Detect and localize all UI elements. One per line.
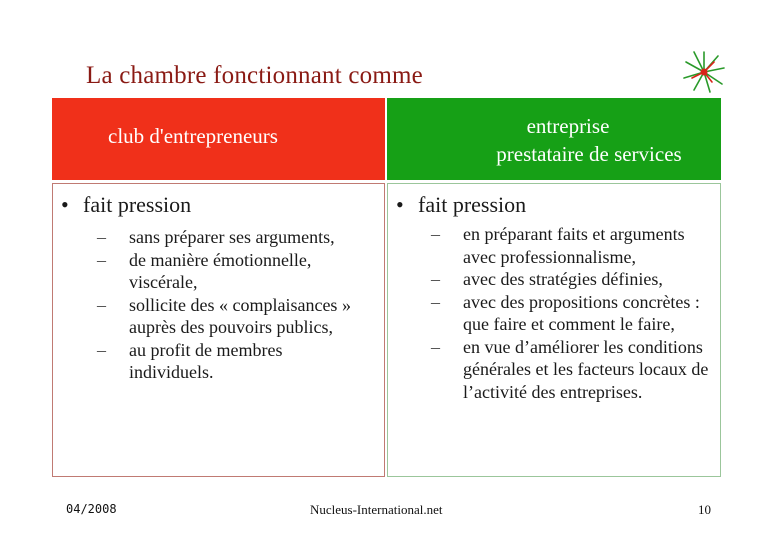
list-item-text: en vue d’améliorer les conditions générales et les facteurs locaux de l’activité des entreprises. (463, 336, 709, 402)
list-item-text: sans préparer ses arguments, (129, 227, 335, 247)
dash-icon: – (431, 336, 440, 357)
page-number: 10 (698, 502, 711, 517)
main-bullet (61, 192, 191, 218)
dash-icon: – (97, 227, 106, 247)
list-item (431, 291, 715, 336)
list-item-text: sollicite des « complaisances » auprès des pouvoirs publics, (129, 294, 351, 337)
list-item (431, 336, 715, 404)
dash-icon: – (431, 224, 440, 244)
service-provider-content (387, 183, 721, 477)
list-item-text: avec des propositions concrètes : que faire et comment le faire, (463, 291, 700, 334)
list-item-text: en préparant faits et arguments avec professionnalisme, (463, 224, 685, 267)
main-bullet-text: fait pression (418, 192, 527, 217)
list-item-text: de manière émotionnelle, viscérale, (129, 249, 312, 292)
list-item-text: avec des stratégies définies, (463, 269, 663, 289)
dash-icon: – (97, 339, 106, 360)
list-item (97, 226, 367, 249)
main-bullet (396, 192, 526, 218)
list-item (97, 294, 367, 339)
sub-bullet-list (97, 226, 367, 384)
dash-icon: – (97, 294, 106, 315)
list-item (97, 339, 367, 384)
service-provider-label-line2: prestataire de services (496, 142, 682, 166)
bullet-dot-icon: • (61, 192, 69, 217)
club-entrepreneurs-content (52, 183, 385, 477)
footer-site: Nucleus-International.net (310, 502, 443, 517)
service-provider-header (387, 98, 721, 180)
service-provider-label-line1: entreprise (526, 114, 610, 138)
list-item-text: au profit de membres individuels. (129, 339, 283, 382)
dash-icon: – (431, 291, 440, 312)
sun-star-logo-icon (680, 48, 728, 96)
footer-date: 04/2008 (66, 502, 117, 516)
list-item (431, 268, 715, 291)
club-entrepreneurs-header (52, 98, 385, 180)
dash-icon: – (431, 269, 440, 289)
club-entrepreneurs-label: club d'entrepreneurs (108, 124, 278, 148)
bullet-dot-icon: • (396, 192, 404, 217)
list-item (431, 223, 715, 268)
slide-title: La chambre fonctionnant comme (86, 62, 423, 89)
list-item (97, 249, 367, 294)
dash-icon: – (97, 249, 106, 270)
sub-bullet-list (431, 223, 715, 403)
main-bullet-text: fait pression (83, 192, 192, 217)
